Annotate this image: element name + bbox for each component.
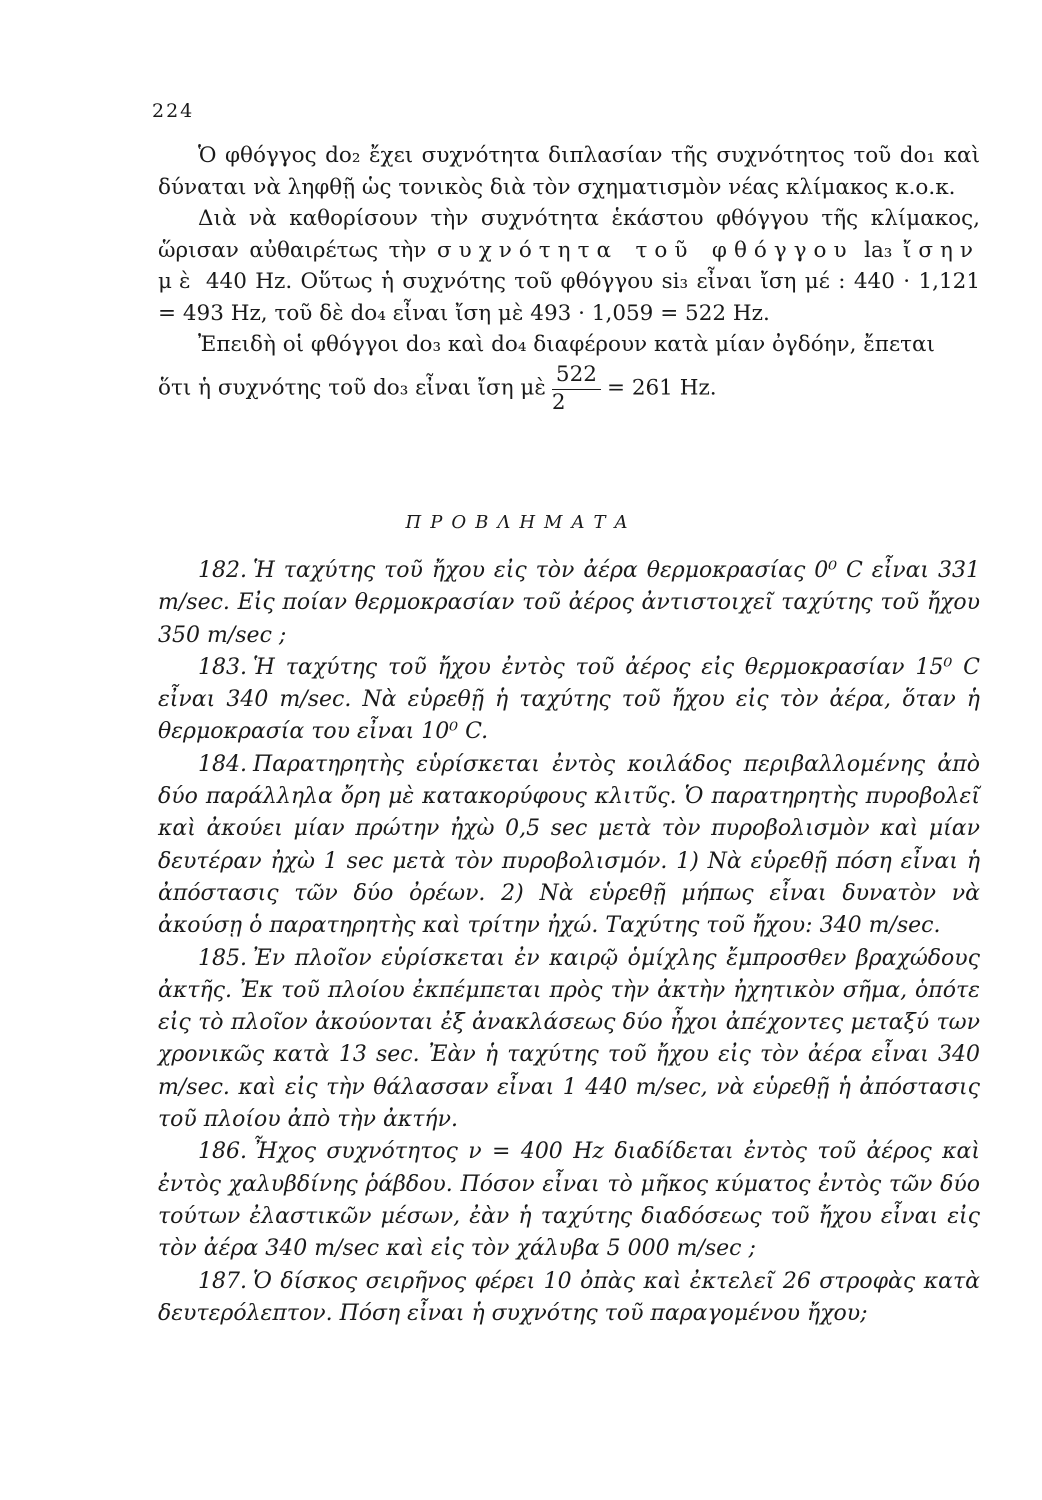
- problem-text: Ὁ δίσκος σειρῆνος φέρει 10 ὀπὰς καὶ ἐκτελεῖ 26 στροφὰς κατὰ δευτερόλεπτον. Πόση εἶναι ἡ συχνότης τοῦ παραγομένου ἤχου;: [158, 1268, 980, 1326]
- intro-paragraph-1: Ὁ φθόγγος do₂ ἔχει συχνότητα διπλασίαν τῆς συχνότητος τοῦ do₁ καὶ δύναται νὰ ληφθῇ ὡς τονικὸς διὰ τὸν σχηματισμὸν νέας κλίμακος κ.ο.κ.: [158, 143, 980, 200]
- problem-number: 182.: [198, 558, 247, 583]
- intro-paragraph-2: [158, 203, 980, 329]
- intro-text-a: Διὰ νὰ καθορίσουν τὴν συχνότητα ἑκάστου φθόγγου τῆς κλίμακος, ὥρισαν αὐθαιρέτως τὴν: [158, 206, 980, 263]
- intro-spaced-phrase-2: ἴσην μὲ: [158, 237, 980, 294]
- problem-number: 184.: [198, 751, 247, 777]
- intro-paragraph-3: Ἐπειδὴ οἱ φθόγγοι do₃ καὶ do₄ διαφέρουν κατὰ μίαν ὀγδόην, ἔπεται: [198, 332, 935, 357]
- problem-184: [158, 749, 980, 943]
- problem-187: [158, 1266, 980, 1331]
- intro-fraction-line: [158, 361, 980, 416]
- problem-185: [158, 943, 980, 1137]
- problem-text: Ἐν πλοῖον εὑρίσκεται ἐν καιρῷ ὁμίχλης ἔμπροσθεν βραχώδους ἀκτῆς. Ἐκ τοῦ πλοίου ἐκπέμπεται πρὸς τὴν ἀκτὴν ἠχητικὸν σῆμα, ὁπότε εἰς τὸ πλοῖον ἀκούονται ἐξ ἀνακλάσεως δύο ἦχοι ἀπέχοντες μεταξύ των χρονικῶς κατὰ 13 sec. Ἐὰν ἡ ταχύτης τοῦ ἤχου εἰς τὸν ἀέρα εἶναι 340 m/sec. καὶ εἰς τὴν θάλασσαν εἶναι 1 440 m/sec, νὰ εὑρεθῇ ἡ ἀπόστασις τοῦ πλοίου ἀπὸ τὴν ἀκτήν.: [158, 945, 980, 1133]
- problem-183: [158, 652, 980, 749]
- fraction-denominator: 2: [551, 389, 566, 415]
- section-title: ΠΡΟΒΛΗΜΑΤΑ: [405, 512, 637, 533]
- problem-text: Ἦχος συχνότητος ν = 400 Hz διαδίδεται ἐντὸς τοῦ ἀέρος καὶ ἐντὸς χαλυβδίνης ῥάβδου. Πόσον εἶναι τὸ μῆκος κύματος ἐντὸς τῶν δύο τούτων ἐλαστικῶν μέσων, ἐὰν ἡ ταχύτης διαδόσεως τοῦ ἤχου εἶναι εἰς τὸν ἀέρα 340 m/sec καὶ εἰς τὸν χάλυβα 5 000 m/sec ;: [158, 1139, 980, 1262]
- fraction-result-text: = 261 Hz.: [606, 375, 717, 400]
- fraction: [552, 361, 601, 416]
- intro-text-c: 440 Hz. Οὕτως ἡ συχνότης τοῦ φθόγγου si₃ εἶναι ἴση μέ : 440 · 1,121 = 493 Hz, τοῦ δὲ do₄ εἶναι ἴση μὲ 493 · 1,059 = 522 Hz.: [158, 269, 980, 326]
- problem-186: [158, 1136, 980, 1265]
- problem-text: Ἡ ταχύτης τοῦ ἤχου εἰς τὸν ἀέρα θερμοκρασίας 0⁰ C εἶναι 331 m/sec. Εἰς ποίαν θερμοκρασίαν τοῦ ἀέρος ἀντιστοιχεῖ ταχύτης τοῦ ἤχου 350 m/sec ;: [158, 558, 980, 648]
- problem-number: 186.: [198, 1139, 247, 1165]
- problem-number: 185.: [198, 945, 247, 971]
- problem-text: Ἡ ταχύτης τοῦ ἤχου ἐντὸς τοῦ ἀέρος εἰς θερμοκρασίαν 15⁰ C εἶναι 340 m/sec. Νὰ εὑρεθῇ ἡ ταχύτης τοῦ ἤχου εἰς τὸν ἀέρα, ὅταν ἡ θερμοκρασία του εἶναι 10⁰ C.: [158, 654, 980, 745]
- problem-number: 187.: [198, 1268, 247, 1294]
- fraction-lead-text: ὅτι ἡ συχνότης τοῦ do₃ εἶναι ἴση μὲ: [158, 375, 546, 400]
- problem-number: 183.: [198, 654, 247, 680]
- fraction-numerator: 522: [552, 361, 601, 390]
- problem-182: [158, 555, 980, 652]
- intro-text: [158, 140, 980, 416]
- problems-list: [158, 555, 980, 1330]
- intro-spaced-phrase: συχνότητα τοῦ φθόγγου: [437, 237, 854, 263]
- problem-text: Παρατηρητὴς εὑρίσκεται ἐντὸς κοιλάδος περιβαλλομένης ἀπὸ δύο παράλληλα ὄρη μὲ κατακορύφους κλιτῦς. Ὁ παρατηρητὴς πυροβολεῖ καὶ ἀκούει μίαν πρώτην ἠχὼ 0,5 sec μετὰ τὸν πυροβολισμὸν καὶ μίαν δευτέραν ἠχὼ 1 sec μετὰ τὸν πυροβολισμόν. 1) Νὰ εὑρεθῇ πόση εἶναι ἡ ἀπόστασις τῶν δύο ὀρέων. 2) Νὰ εὑρεθῇ μήπως εἶναι δυνατὸν νὰ ἀκούσῃ ὁ παρατηρητὴς καὶ τρίτην ἠχώ. Ταχύτης τοῦ ἤχου: 340 m/sec.: [158, 751, 980, 939]
- intro-text-b: la₃: [853, 237, 903, 263]
- page-number: 224: [152, 100, 195, 122]
